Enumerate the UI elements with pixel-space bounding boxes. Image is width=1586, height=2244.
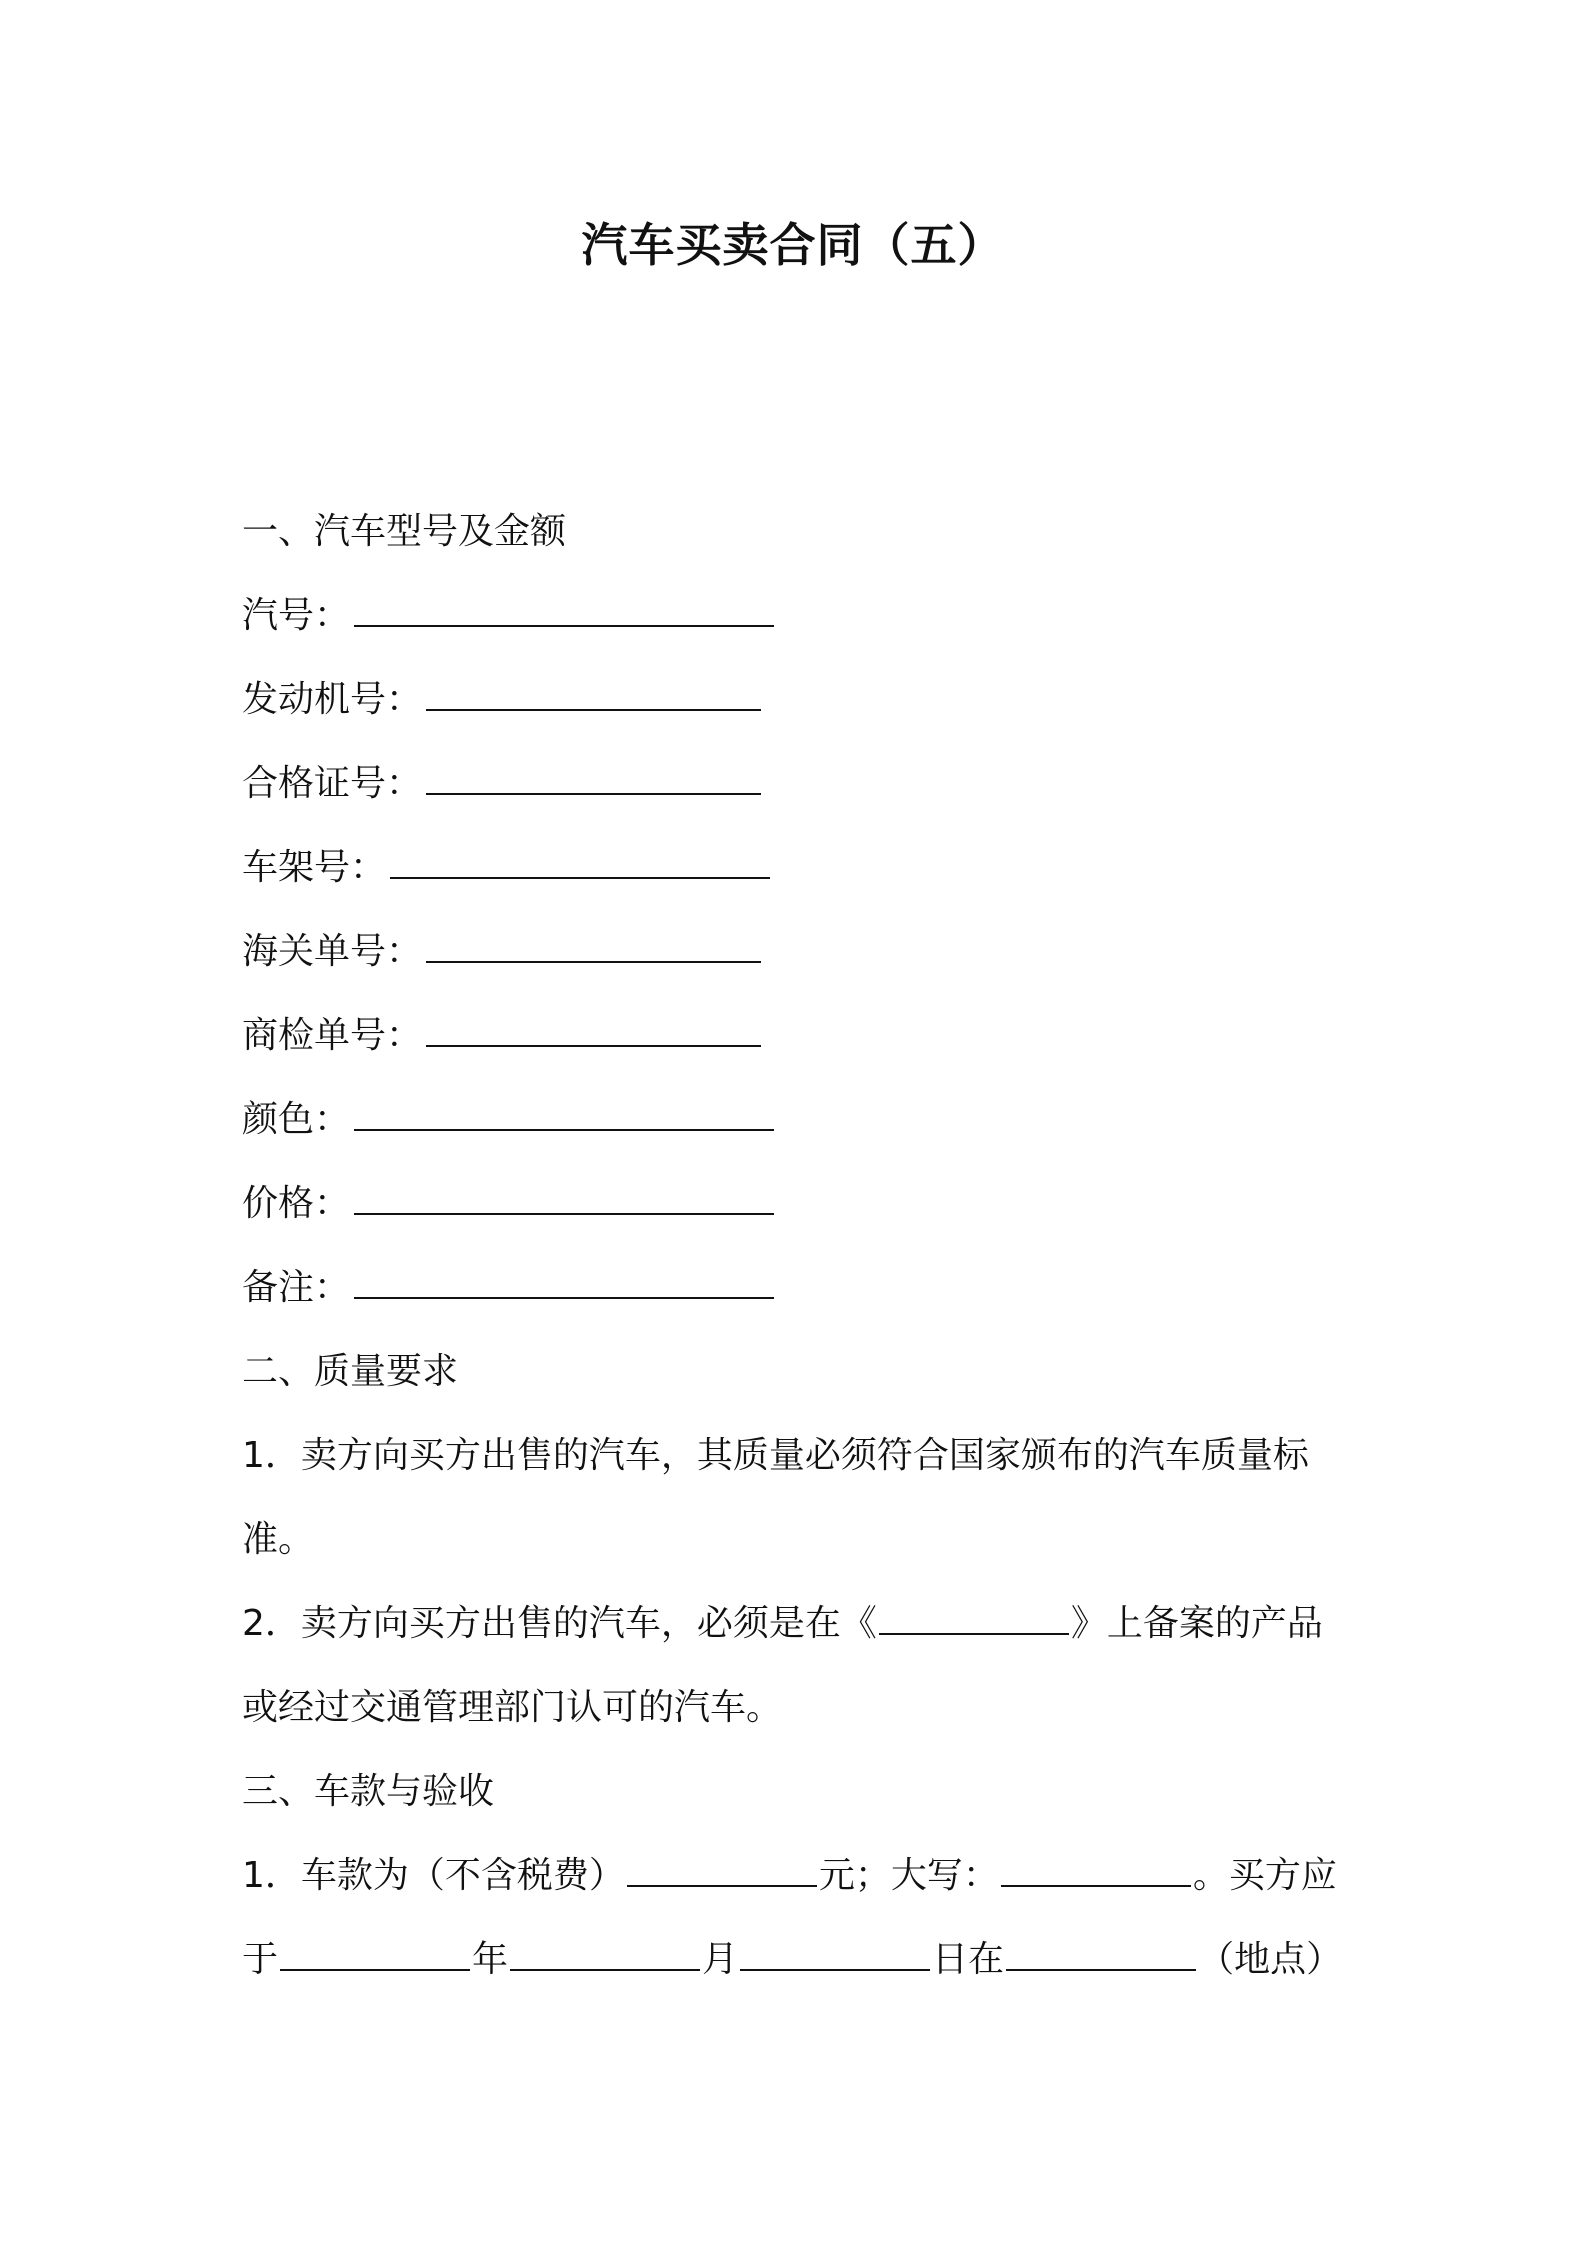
fill-in-blank: [1001, 1855, 1191, 1887]
field-label-certificate-number: 合格证号：: [242, 763, 423, 804]
paragraph-line: 或经过交通管理部门认可的汽车。: [242, 1687, 783, 1728]
field-row: [242, 658, 1362, 742]
section-heading-vehicle-model: 一、汽车型号及金额: [242, 511, 567, 552]
paragraph-line: [242, 1918, 1362, 2002]
field-label-price: 价格：: [242, 1183, 351, 1224]
paragraph-line: [242, 1582, 1362, 1666]
field-row: [242, 742, 1362, 826]
paragraph-line: 1．卖方向买方出售的汽车，其质量必须符合国家颁布的汽车质量标: [242, 1435, 1309, 1476]
field-label-customs-number: 海关单号：: [242, 931, 423, 972]
field-label-frame-number: 车架号：: [242, 847, 387, 888]
field-row: [242, 910, 1362, 994]
paragraph-line: 准。: [242, 1519, 315, 1560]
field-label-vehicle-number: 汽号：: [242, 595, 351, 636]
text-run: 2．卖方向买方出售的汽车，必须是在《: [242, 1603, 877, 1644]
field-row: [242, 1246, 1362, 1330]
text-run: 元；大写：: [818, 1855, 999, 1896]
text-run: 》上备案的产品: [1070, 1603, 1323, 1644]
text-run: 月: [702, 1939, 739, 1980]
fill-in-blank: [426, 679, 761, 711]
field-label-engine-number: 发动机号：: [242, 679, 423, 720]
fill-in-blank: [510, 1939, 700, 1971]
fill-in-blank: [426, 1015, 761, 1047]
document-title: 汽车买卖合同（五）: [581, 218, 1005, 272]
text-run: 年: [472, 1939, 509, 1980]
fill-in-blank: [1006, 1939, 1196, 1971]
field-row: [242, 994, 1362, 1078]
text-run: 于: [242, 1939, 279, 1980]
fill-in-blank: [426, 763, 761, 795]
fill-in-blank: [390, 847, 770, 879]
text-run: （地点）: [1198, 1939, 1343, 1980]
field-row: [242, 826, 1362, 910]
field-label-remarks: 备注：: [242, 1267, 351, 1308]
fill-in-blank: [740, 1939, 930, 1971]
fill-in-blank: [354, 1267, 774, 1299]
fill-in-blank: [280, 1939, 470, 1971]
text-run: 1．车款为（不含税费）: [242, 1855, 625, 1896]
section-heading-payment: 三、车款与验收: [242, 1771, 495, 1812]
field-row: [242, 1078, 1362, 1162]
field-row: [242, 574, 1362, 658]
document-body: [242, 490, 1362, 2002]
fill-in-blank: [627, 1855, 817, 1887]
field-row: [242, 1162, 1362, 1246]
text-run: 日在: [932, 1939, 1005, 1980]
field-label-color: 颜色：: [242, 1099, 351, 1140]
fill-in-blank: [354, 1183, 774, 1215]
fill-in-blank: [426, 931, 761, 963]
fill-in-blank: [354, 1099, 774, 1131]
paragraph-line: [242, 1834, 1362, 1918]
fill-in-blank: [879, 1603, 1069, 1635]
field-label-inspection-number: 商检单号：: [242, 1015, 423, 1056]
text-run: 。买方应: [1192, 1855, 1337, 1896]
fill-in-blank: [354, 595, 774, 627]
section-heading-quality: 二、质量要求: [242, 1351, 459, 1392]
